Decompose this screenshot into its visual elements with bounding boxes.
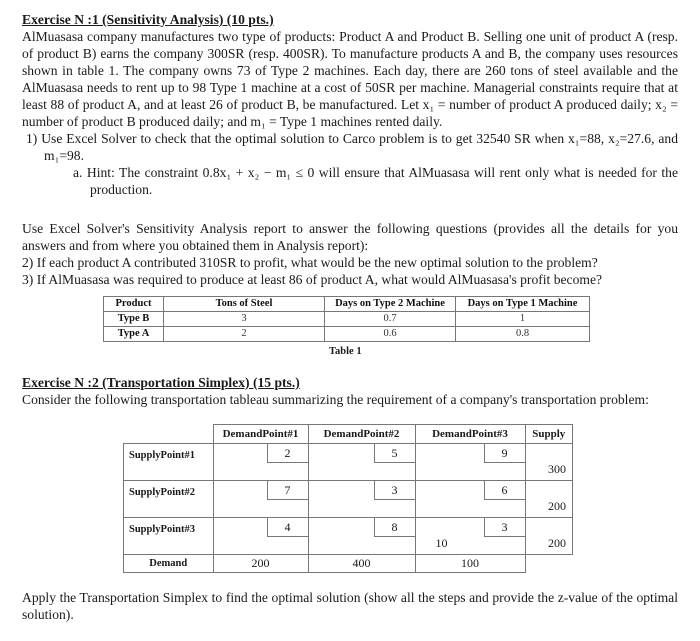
cost: 5 bbox=[374, 444, 415, 463]
sensitivity-questions bbox=[22, 220, 678, 288]
cost: 9 bbox=[484, 444, 525, 463]
table-cell: 1 bbox=[456, 312, 590, 327]
table-cell: 2 bbox=[164, 327, 325, 342]
table-row bbox=[124, 518, 573, 555]
supply-value: 200 bbox=[548, 499, 566, 513]
exercise-1 bbox=[22, 11, 678, 198]
tableau-cell bbox=[308, 481, 415, 518]
exercise-2 bbox=[22, 374, 678, 408]
header-cell: DemandPoint#2 bbox=[308, 425, 415, 444]
supply-value: 200 bbox=[548, 536, 566, 550]
cost: 4 bbox=[267, 518, 308, 537]
tableau-cell bbox=[415, 444, 525, 481]
tableau-cell bbox=[213, 444, 308, 481]
hint: a. Hint: The constraint 0.8x₁ + x₂ − m₁ ≤ 0 will ensure that AlMuasasa will rent only what is needed for the production. bbox=[73, 165, 678, 197]
exercise-2-task: Apply the Transportation Simplex to find the optimal solution (show all the steps and provide the z-value of the optimal solution). bbox=[22, 590, 678, 622]
sensitivity-intro: Use Excel Solver's Sensitivity Analysis report to answer the following questions (provides all the details for you answers and from where you obtained them in Analysis report): bbox=[22, 221, 678, 253]
supply-value: 300 bbox=[548, 462, 566, 476]
tableau-cell bbox=[415, 481, 525, 518]
exercise-2-title: Exercise N :2 (Transportation Simplex) (15 pts.) bbox=[22, 375, 300, 390]
tableau-cell bbox=[213, 518, 308, 555]
exercise-2-intro: Consider the following transportation tableau summarizing the requirement of a company's transportation problem: bbox=[22, 392, 649, 407]
tableau-cell bbox=[308, 444, 415, 481]
row-label: SupplyPoint#2 bbox=[124, 481, 214, 518]
table-cell: 0.7 bbox=[325, 312, 456, 327]
question-1: 1) Use Excel Solver to check that the optimal solution to Carco problem is to get 32540 SR when x₁=88, x₂=27.6, and m₁=98. bbox=[26, 131, 678, 163]
cost: 7 bbox=[267, 481, 308, 500]
demand-value: 200 bbox=[213, 555, 308, 573]
row-label: Type B bbox=[104, 312, 164, 327]
table-caption: Table 1 bbox=[329, 346, 362, 357]
header-cell: Days on Type 1 Machine bbox=[456, 297, 590, 312]
demand-value: 400 bbox=[308, 555, 415, 573]
tableau-cell bbox=[308, 518, 415, 555]
exercise-1-description: AlMuasasa company manufactures two type of products: Product A and Product B. Selling one unit of product A (resp. of product B) earns the company 300SR (resp. 400SR). To manufacture products A and B, the company uses resources shown in table 1. The company owns 73 of Type 2 machines. Each day, there are 260 tons of steel available and the AlMuasasa needs to rent up to 98 Type 1 machine at a cost of 50SR per machine. Managerial constraints require that at least 88 of product A, and at least 26 of product B, be manufactured. Let x₁ = number of product A produced daily; x₂ = number of product B produced daily; and m₁ = Type 1 machines rented daily. bbox=[22, 29, 678, 129]
cost: 2 bbox=[267, 444, 308, 463]
question-3: 3) If AlMuasasa was required to produce at least 86 of product A, what would AlMuasasa's profit become? bbox=[22, 272, 603, 287]
table-row bbox=[104, 327, 590, 342]
transportation-tableau bbox=[123, 424, 573, 573]
header-cell: DemandPoint#3 bbox=[415, 425, 525, 444]
row-label: Type A bbox=[104, 327, 164, 342]
exercise-1-title: Exercise N :1 (Sensitivity Analysis) (10 pts.) bbox=[22, 12, 274, 27]
table-row bbox=[124, 444, 573, 481]
cost: 8 bbox=[374, 518, 415, 537]
allocation: 10 bbox=[435, 536, 448, 550]
row-label: Demand bbox=[124, 555, 214, 573]
resource-table bbox=[103, 296, 590, 342]
question-2: 2) If each product A contributed 310SR to profit, what would be the new optimal solution to the problem? bbox=[22, 255, 598, 270]
header-cell: Supply bbox=[525, 425, 573, 444]
tableau-cell bbox=[415, 518, 525, 555]
header-cell: DemandPoint#1 bbox=[213, 425, 308, 444]
cost: 6 bbox=[484, 481, 525, 500]
table-cell: 3 bbox=[164, 312, 325, 327]
demand-row bbox=[124, 555, 573, 573]
supply-cell bbox=[525, 518, 573, 555]
tableau-cell bbox=[213, 481, 308, 518]
table-row bbox=[104, 312, 590, 327]
table-cell: 0.8 bbox=[456, 327, 590, 342]
cost: 3 bbox=[374, 481, 415, 500]
table-header-row bbox=[104, 297, 590, 312]
supply-cell bbox=[525, 444, 573, 481]
row-label: SupplyPoint#1 bbox=[124, 444, 214, 481]
header-cell: Product bbox=[104, 297, 164, 312]
exercise-2-instructions bbox=[22, 589, 678, 623]
empty-cell bbox=[525, 555, 573, 573]
cost: 3 bbox=[484, 518, 525, 537]
row-label: SupplyPoint#3 bbox=[124, 518, 214, 555]
table-cell: 0.6 bbox=[325, 327, 456, 342]
header-cell: Tons of Steel bbox=[164, 297, 325, 312]
empty-corner bbox=[124, 425, 214, 444]
demand-value: 100 bbox=[415, 555, 525, 573]
supply-cell bbox=[525, 481, 573, 518]
table-row bbox=[124, 481, 573, 518]
header-cell: Days on Type 2 Machine bbox=[325, 297, 456, 312]
